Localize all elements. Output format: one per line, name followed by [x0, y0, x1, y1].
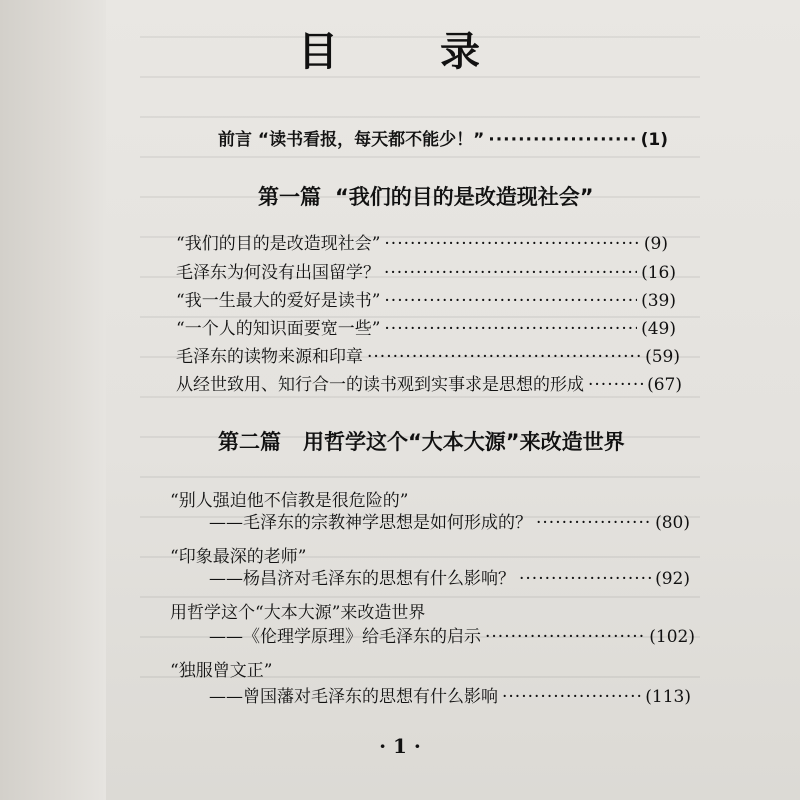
toc-entry-title[interactable]: “独服曾文正” — [170, 661, 273, 681]
leader-dots — [384, 262, 637, 284]
toc-page-number: (102) — [649, 627, 695, 647]
toc-page-number: (16) — [641, 263, 676, 283]
toc-page-number: (92) — [655, 569, 690, 589]
toc-entry-subtitle-text: ——杨昌济对毛泽东的思想有什么影响？ — [209, 569, 515, 589]
leader-dots — [384, 290, 637, 312]
leader-dots — [502, 686, 641, 708]
page-gutter — [0, 0, 106, 800]
part-heading-2 — [218, 426, 625, 456]
leader-dots — [488, 129, 636, 151]
part-label: 第一篇 — [258, 185, 321, 209]
toc-entry[interactable] — [176, 290, 676, 312]
toc-entry[interactable] — [176, 374, 682, 396]
toc-entry[interactable] — [176, 233, 668, 255]
leader-dots — [384, 233, 640, 255]
toc-entry-title[interactable]: “别人强迫他不信教是很危险的” — [170, 491, 409, 511]
toc-page-number: (9) — [643, 234, 668, 254]
toc-entry-title: “一个人的知识面要宽一些” — [176, 319, 381, 339]
page-number-footer: · 1 · — [379, 734, 421, 758]
toc-page-number: (67) — [647, 375, 682, 395]
leader-dots — [588, 374, 643, 396]
toc-entry-subtitle[interactable] — [209, 512, 690, 534]
toc-page-number: (59) — [645, 347, 680, 367]
part-label: 第二篇 — [218, 430, 281, 454]
page-title: 目 录 — [298, 29, 524, 75]
toc-entry-subtitle[interactable] — [209, 568, 690, 590]
toc-entry-subtitle[interactable] — [209, 626, 695, 648]
toc-page-number: (39) — [641, 291, 676, 311]
toc-page-number: (1) — [640, 130, 668, 150]
leader-dots — [485, 626, 645, 648]
toc-page-number: (113) — [645, 687, 691, 707]
part-title: 用哲学这个“大本大源”来改造世界 — [303, 430, 625, 454]
toc-page-number: (80) — [655, 513, 690, 533]
part-heading-1 — [258, 181, 594, 211]
toc-entry-subtitle[interactable] — [209, 686, 691, 708]
toc-entry[interactable] — [176, 262, 676, 284]
toc-entry-title: “我一生最大的爱好是读书” — [176, 291, 381, 311]
toc-entry[interactable] — [176, 318, 676, 340]
leader-dots — [519, 568, 651, 590]
toc-entry-title: “我们的目的是改造现社会” — [176, 234, 381, 254]
toc-entry-title: 毛泽东的读物来源和印章 — [176, 347, 363, 367]
toc-entry-title: 毛泽东为何没有出国留学？ — [176, 263, 380, 283]
part-title: “我们的目的是改造现社会” — [335, 185, 594, 209]
toc-entry-title[interactable]: 用哲学这个“大本大源”来改造世界 — [170, 603, 426, 623]
toc-entry-title: 前言 “读书看报，每天都不能少！” — [218, 130, 485, 150]
leader-dots — [384, 318, 637, 340]
toc-entry-subtitle-text: ——《伦理学原理》给毛泽东的启示 — [209, 627, 481, 647]
toc-entry[interactable] — [176, 346, 680, 368]
toc-entry-title[interactable]: “印象最深的老师” — [170, 547, 307, 567]
toc-page-number: (49) — [641, 319, 676, 339]
toc-entry-preface[interactable] — [218, 129, 668, 151]
leader-dots — [536, 512, 651, 534]
toc-entry-title: 从经世致用、知行合一的读书观到实事求是思想的形成 — [176, 375, 584, 395]
toc-entry-subtitle-text: ——毛泽东的宗教神学思想是如何形成的？ — [209, 513, 532, 533]
leader-dots — [367, 346, 641, 368]
toc-entry-subtitle-text: ——曾国藩对毛泽东的思想有什么影响 — [209, 687, 498, 707]
